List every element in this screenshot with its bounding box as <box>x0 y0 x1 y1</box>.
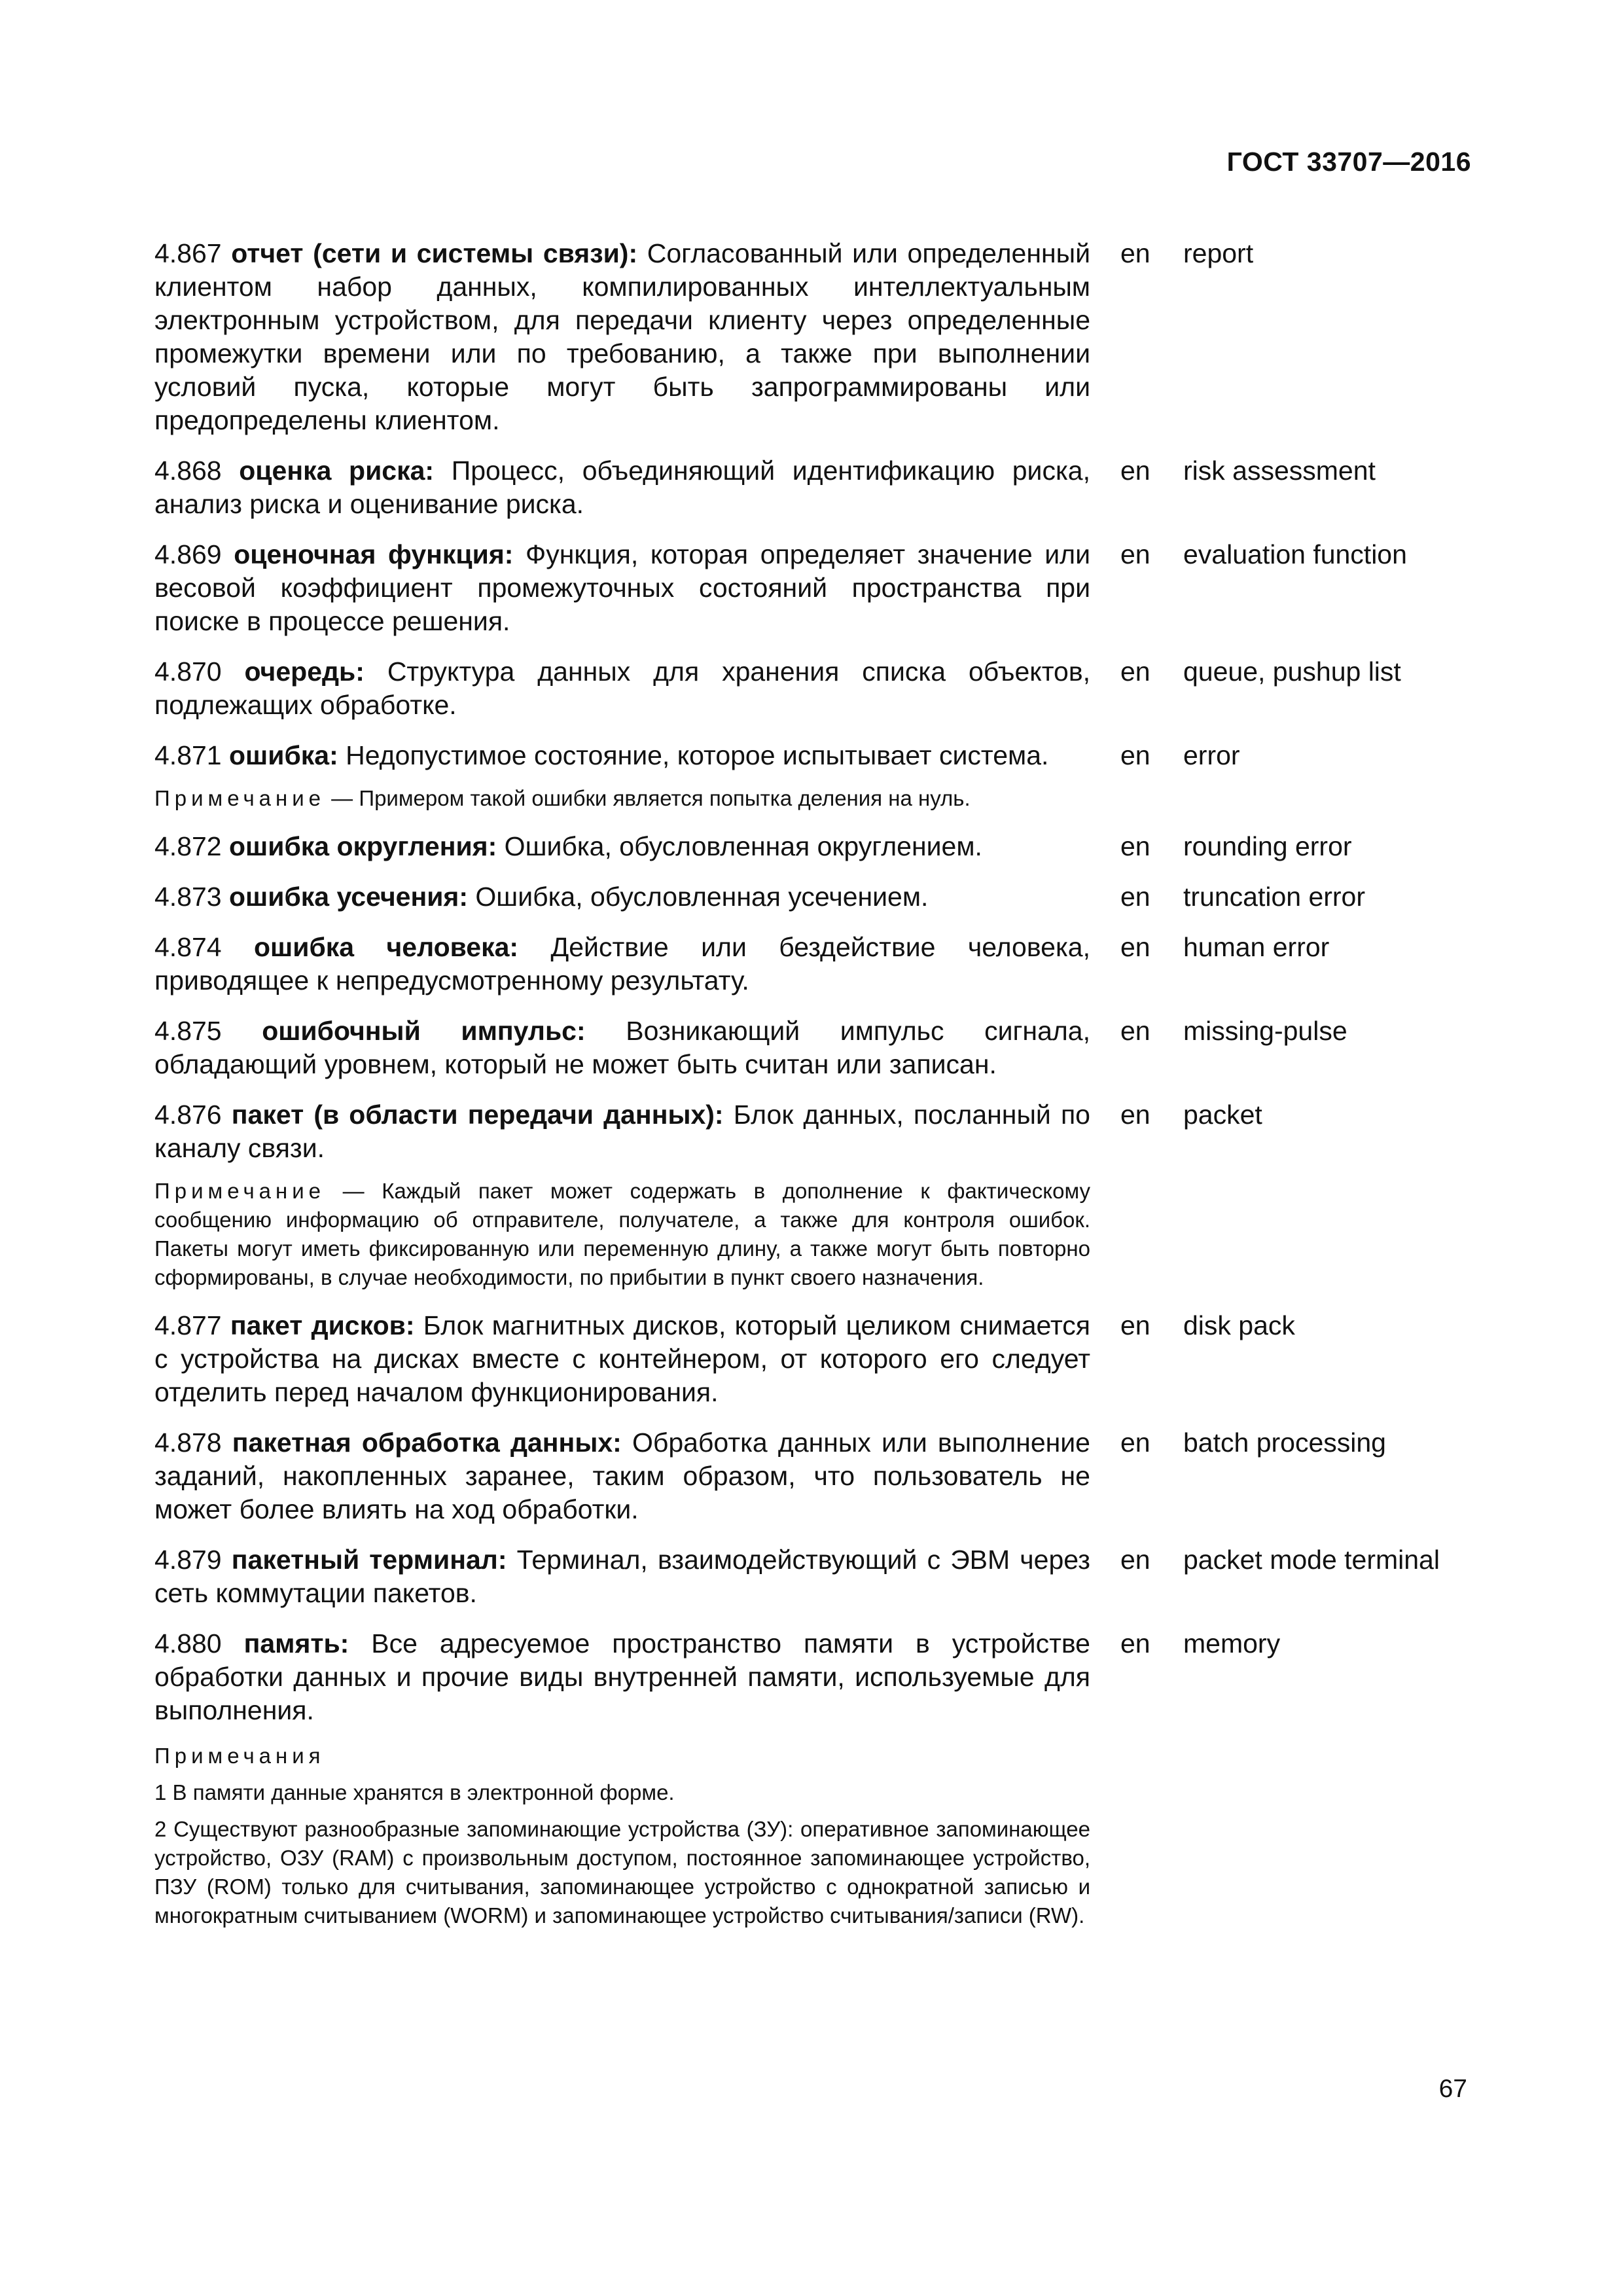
language-code: en <box>1120 1427 1150 1458</box>
term-definition: Все адресуемое пространство памяти в устройстве обработки данных и прочие виды внутренней памяти, используемые для выполнения. <box>154 1628 1090 1725</box>
term-entry <box>154 739 1476 772</box>
term-definition: Блок магнитных дисков, который целиком снимается с устройства на дисках вместе с контейнером, от которого его следует отделить перед началом функционирования. <box>154 1310 1090 1407</box>
term-number: 4.868 <box>154 456 222 486</box>
language-code: en <box>1120 238 1150 268</box>
language-code: en <box>1120 1628 1150 1659</box>
term-title: ошибочный импульс: <box>262 1016 586 1046</box>
language-code: en <box>1120 1545 1150 1575</box>
term-entry <box>154 1309 1476 1409</box>
term-number: 4.878 <box>154 1427 222 1458</box>
term-number: 4.867 <box>154 238 222 268</box>
english-equivalent: missing-pulse <box>1183 1016 1347 1046</box>
term-definition: Ошибка, обусловленная округлением. <box>504 831 982 861</box>
term-entry <box>154 1098 1476 1165</box>
english-equivalent: report <box>1183 238 1254 268</box>
term-definition: Обработка данных или выполнение заданий, накопленных заранее, таким образом, что пользователь не может более влиять на ход обработки. <box>154 1427 1090 1524</box>
term-title: пакетный терминал: <box>231 1545 507 1575</box>
english-equivalent: risk assessment <box>1183 456 1376 486</box>
term-title: очередь: <box>244 656 365 687</box>
document-header: ГОСТ 33707—2016 <box>1226 147 1471 177</box>
term-title: ошибка человека: <box>254 932 519 962</box>
term-entry <box>154 1426 1476 1526</box>
term-title: ошибка усечения: <box>229 882 468 912</box>
term-note <box>154 1177 1090 1292</box>
term-entry <box>154 1014 1476 1081</box>
page-number: 67 <box>1438 2075 1467 2103</box>
term-note <box>154 784 1090 813</box>
english-equivalent: packet mode terminal <box>1183 1545 1440 1575</box>
english-equivalent: packet <box>1183 1100 1262 1130</box>
language-code: en <box>1120 831 1150 861</box>
term-definition-block <box>154 454 1090 521</box>
notes-heading: Примечания <box>154 1744 325 1768</box>
term-entry <box>154 1543 1476 1610</box>
term-definition: Ошибка, обусловленная усечением. <box>475 882 929 912</box>
term-definition: Структура данных для хранения списка объектов, подлежащих обработке. <box>154 656 1090 720</box>
note-text: — Примером такой ошибки является попытка деления на нуль. <box>325 786 971 810</box>
term-entry <box>154 830 1476 863</box>
term-definition-block <box>154 880 1090 914</box>
term-title: оценка риска: <box>239 456 435 486</box>
term-definition-block <box>154 1426 1090 1526</box>
language-code: en <box>1120 656 1150 687</box>
term-number: 4.877 <box>154 1310 222 1340</box>
terms-list <box>154 237 1476 1938</box>
term-title: пакетная обработка данных: <box>232 1427 622 1458</box>
term-definition-block <box>154 1543 1090 1610</box>
english-equivalent: human error <box>1183 932 1330 962</box>
term-title: пакет (в области передачи данных): <box>231 1100 724 1130</box>
term-number: 4.874 <box>154 932 222 962</box>
term-number: 4.873 <box>154 882 222 912</box>
term-entry <box>154 1627 1476 1727</box>
note-item: 1 В памяти данные хранятся в электронной форме. <box>154 1780 675 1804</box>
english-equivalent: error <box>1183 740 1240 770</box>
term-definition-block <box>154 1014 1090 1081</box>
note-text: — Каждый пакет может содержать в дополнение к фактическому сообщению информацию об отправителе, получателе, а также для контроля ошибок. Пакеты могут иметь фиксированную или переменную длину, а также могут быть повторно сформированы, в случае необходимости, по прибытии в пункт своего назначения. <box>154 1179 1090 1289</box>
term-number: 4.876 <box>154 1100 222 1130</box>
language-code: en <box>1120 1100 1150 1130</box>
term-number: 4.869 <box>154 539 222 569</box>
term-entry <box>154 237 1476 437</box>
term-definition: Недопустимое состояние, которое испытывает система. <box>346 740 1049 770</box>
term-definition: Действие или бездействие человека, приводящее к непредусмотренному результату. <box>154 932 1090 996</box>
term-title: ошибка: <box>229 740 338 770</box>
term-number: 4.872 <box>154 831 222 861</box>
note-item: 2 Существуют разнообразные запоминающие устройства (ЗУ): оперативное запоминающее устройство, ОЗУ (RAM) с произвольным доступом, постоянное запоминающее устройство, ПЗУ (ROM) только для считывания, запоминающее устройство с однократной записью и многократным считыванием (WORM) и запоминающее устройство считывания/записи (RW). <box>154 1817 1090 1928</box>
language-code: en <box>1120 932 1150 962</box>
term-number: 4.870 <box>154 656 222 687</box>
language-code: en <box>1120 539 1150 569</box>
english-equivalent: queue, pushup list <box>1183 656 1401 687</box>
language-code: en <box>1120 1310 1150 1340</box>
term-number: 4.880 <box>154 1628 222 1659</box>
term-title: пакет дисков: <box>230 1310 415 1340</box>
english-equivalent: batch processing <box>1183 1427 1386 1458</box>
term-definition-block <box>154 1627 1090 1727</box>
term-number: 4.875 <box>154 1016 222 1046</box>
term-entry <box>154 454 1476 521</box>
term-definition: Процесс, объединяющий идентификацию риска, анализ риска и оценивание риска. <box>154 456 1090 519</box>
term-number: 4.879 <box>154 1545 222 1575</box>
term-title: отчет (сети и системы связи): <box>231 238 638 268</box>
english-equivalent: disk pack <box>1183 1310 1295 1340</box>
term-title: память: <box>243 1628 349 1659</box>
language-code: en <box>1120 740 1150 770</box>
term-definition-block <box>154 1309 1090 1409</box>
term-entry <box>154 931 1476 997</box>
term-definition: Терминал, взаимодействующий с ЭВМ через сеть коммутации пакетов. <box>154 1545 1090 1608</box>
term-definition-block <box>154 538 1090 638</box>
english-equivalent: memory <box>1183 1628 1281 1659</box>
term-entry <box>154 538 1476 638</box>
term-definition-block <box>154 931 1090 997</box>
term-definition: Блок данных, посланный по каналу связи. <box>154 1100 1090 1163</box>
term-definition: Возникающий импульс сигнала, обладающий уровнем, который не может быть считан или записан. <box>154 1016 1090 1079</box>
term-definition-block <box>154 1098 1090 1165</box>
term-entry <box>154 655 1476 722</box>
english-equivalent: evaluation function <box>1183 539 1407 569</box>
language-code: en <box>1120 456 1150 486</box>
term-number: 4.871 <box>154 740 222 770</box>
term-definition-block <box>154 830 1090 863</box>
note-label: Примечание <box>154 786 326 810</box>
term-definition-block <box>154 655 1090 722</box>
term-definition-block <box>154 237 1090 437</box>
english-equivalent: truncation error <box>1183 882 1366 912</box>
term-definition: Согласованный или определенный клиентом набор данных, компилированных интеллектуальным электронным устройством, для передачи клиенту через определенные промежутки времени или по требованию, а также при выполнении условий пуска, которые могут быть запрограммированы или предопределены клиентом. <box>154 238 1090 435</box>
term-definition-block <box>154 739 1090 772</box>
language-code: en <box>1120 1016 1150 1046</box>
term-definition: Функция, которая определяет значение или весовой коэффициент промежуточных состояний пространства при поиске в процессе решения. <box>154 539 1090 636</box>
term-title: ошибка округления: <box>229 831 497 861</box>
english-equivalent: rounding error <box>1183 831 1352 861</box>
term-entry <box>154 880 1476 914</box>
note-label: Примечание <box>154 1179 326 1203</box>
term-title: оценочная функция: <box>234 539 514 569</box>
language-code: en <box>1120 882 1150 912</box>
